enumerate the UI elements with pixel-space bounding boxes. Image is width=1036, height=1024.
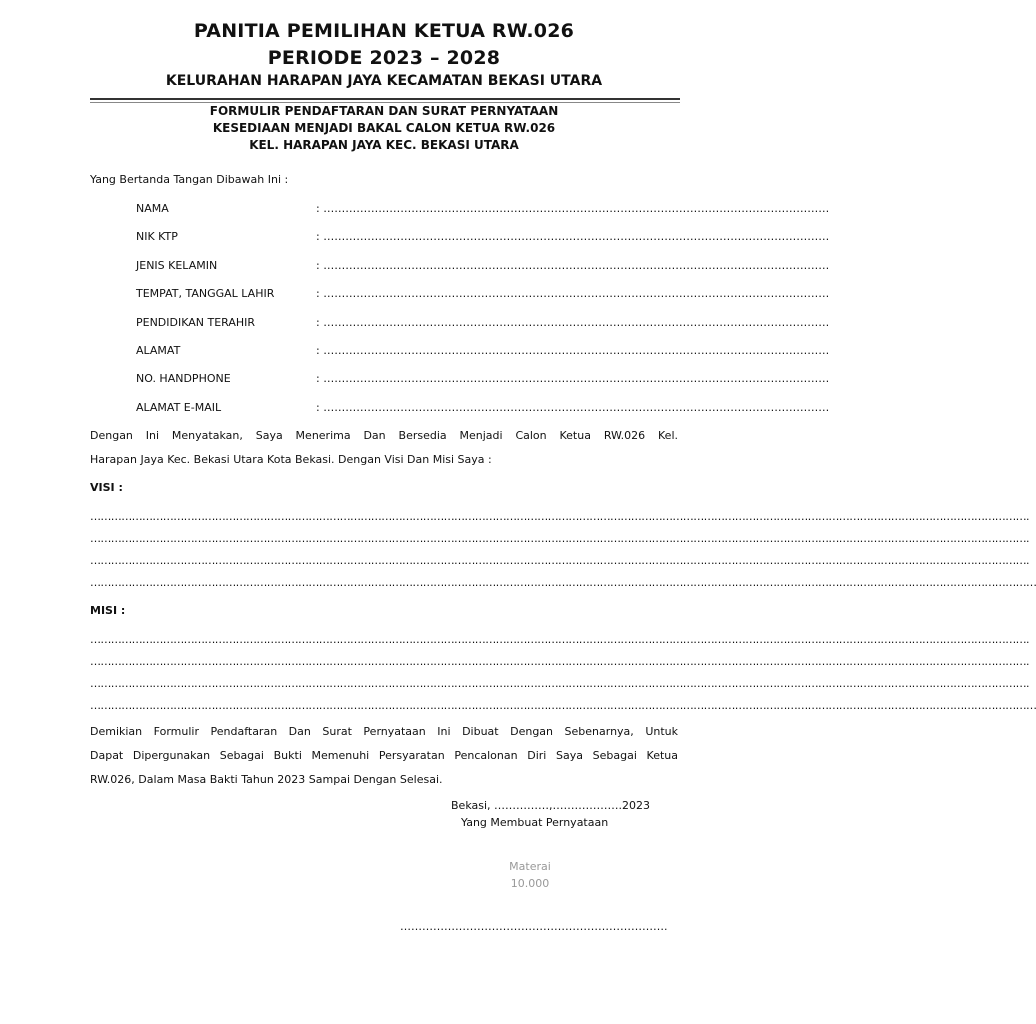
visi-label: VISI : <box>90 481 123 494</box>
closing-line: RW.026, Dalam Masa Bakti Tahun 2023 Sampai Dengan Selesai. <box>90 773 443 786</box>
form-heading-line3: KEL. HARAPAN JAYA KEC. BEKASI UTARA <box>249 138 519 152</box>
signature-maker-label: Yang Membuat Pernyataan <box>461 816 609 829</box>
form-heading-line2: KESEDIAAN MENJADI BAKAL CALON KETUA RW.026 <box>212 121 556 135</box>
field-label: NO. HANDPHONE <box>136 372 231 385</box>
field-blank[interactable]: : ………………………………………………………………………………………………………………………… <box>316 259 830 272</box>
materai-label: Materai <box>509 860 551 873</box>
field-label: NIK KTP <box>136 230 178 243</box>
form-heading-line1: FORMULIR PENDAFTARAN DAN SURAT PERNYATAAN <box>209 104 559 118</box>
materai-value: 10.000 <box>510 877 550 890</box>
statement-paragraph <box>90 424 678 472</box>
visi-line[interactable]: ………………………………………………………………………………………………………………………………………………………………………………………………………………………………………………. <box>90 532 1029 545</box>
closing-line: Demikian Formulir Pendaftaran Dan Surat Pernyataan Ini Dibuat Dengan Sebenarnya, Untuk <box>90 725 678 738</box>
field-label: ALAMAT <box>136 344 181 357</box>
statement-line: Harapan Jaya Kec. Bekasi Utara Kota Bekasi. Dengan Visi Dan Misi Saya : <box>90 453 492 466</box>
visi-line[interactable]: ………………………………………………………………………………………………………………………………………………………………………………………………………………………………………………. <box>90 554 1029 567</box>
misi-line[interactable]: ………………………………………………………………………………………………………………………………………………………………………………………………………………………………………………. <box>90 655 1029 668</box>
misi-line[interactable]: ………………………………………………………………………………………………………………………………………………………………………………………………………………………………………………… <box>90 699 1036 712</box>
materai-stamp-placeholder <box>480 858 580 892</box>
field-blank[interactable]: : ………………………………………………………………………………………………………………………… <box>316 287 830 300</box>
closing-paragraph <box>90 720 678 792</box>
field-blank[interactable]: : ………………………………………………………………………………………………………………………… <box>316 401 830 414</box>
misi-line[interactable]: ………………………………………………………………………………………………………………………………………………………………………………………………………………………………………………. <box>90 677 1029 690</box>
field-blank[interactable]: : ………………………………………………………………………………………………………………………… <box>316 372 830 385</box>
signature-line[interactable]: ………………………………………………………………. <box>400 920 668 933</box>
closing-line: Dapat Dipergunakan Sebagai Bukti Memenuhi Persyaratan Pencalonan Diri Saya Sebagai Ketua <box>90 749 678 762</box>
misi-label: MISI : <box>90 604 126 617</box>
visi-line[interactable]: ………………………………………………………………………………………………………………………………………………………………………………………………………………………………………………… <box>90 576 1036 589</box>
field-label: JENIS KELAMIN <box>136 259 218 272</box>
header-title-line1: PANITIA PEMILIHAN KETUA RW.026 <box>193 20 575 42</box>
field-label: NAMA <box>136 202 169 215</box>
header-divider-thin <box>90 102 680 103</box>
signature-place-date[interactable]: Bekasi, ……………,……………….2023 <box>451 799 650 812</box>
field-blank[interactable]: : ………………………………………………………………………………………………………………………… <box>316 230 830 243</box>
intro-text: Yang Bertanda Tangan Dibawah Ini : <box>90 173 289 186</box>
field-blank[interactable]: : ………………………………………………………………………………………………………………………… <box>316 202 830 215</box>
field-label: ALAMAT E-MAIL <box>136 401 222 414</box>
field-label: PENDIDIKAN TERAHIR <box>136 316 256 329</box>
statement-line: Dengan Ini Menyatakan, Saya Menerima Dan Bersedia Menjadi Calon Ketua RW.026 Kel. <box>90 429 678 442</box>
misi-line[interactable]: ………………………………………………………………………………………………………………………………………………………………………………………………………………………………………………. <box>90 633 1029 646</box>
header-title-line2: PERIODE 2023 – 2028 <box>267 47 501 69</box>
field-blank[interactable]: : ………………………………………………………………………………………………………………………… <box>316 316 830 329</box>
header-subtitle: KELURAHAN HARAPAN JAYA KECAMATAN BEKASI UTARA <box>165 73 603 89</box>
field-blank[interactable]: : ………………………………………………………………………………………………………………………… <box>316 344 830 357</box>
field-label: TEMPAT, TANGGAL LAHIR <box>136 287 275 300</box>
visi-line[interactable]: ………………………………………………………………………………………………………………………………………………………………………………………………………………………………………………. <box>90 510 1029 523</box>
header-divider-thick <box>90 98 680 100</box>
